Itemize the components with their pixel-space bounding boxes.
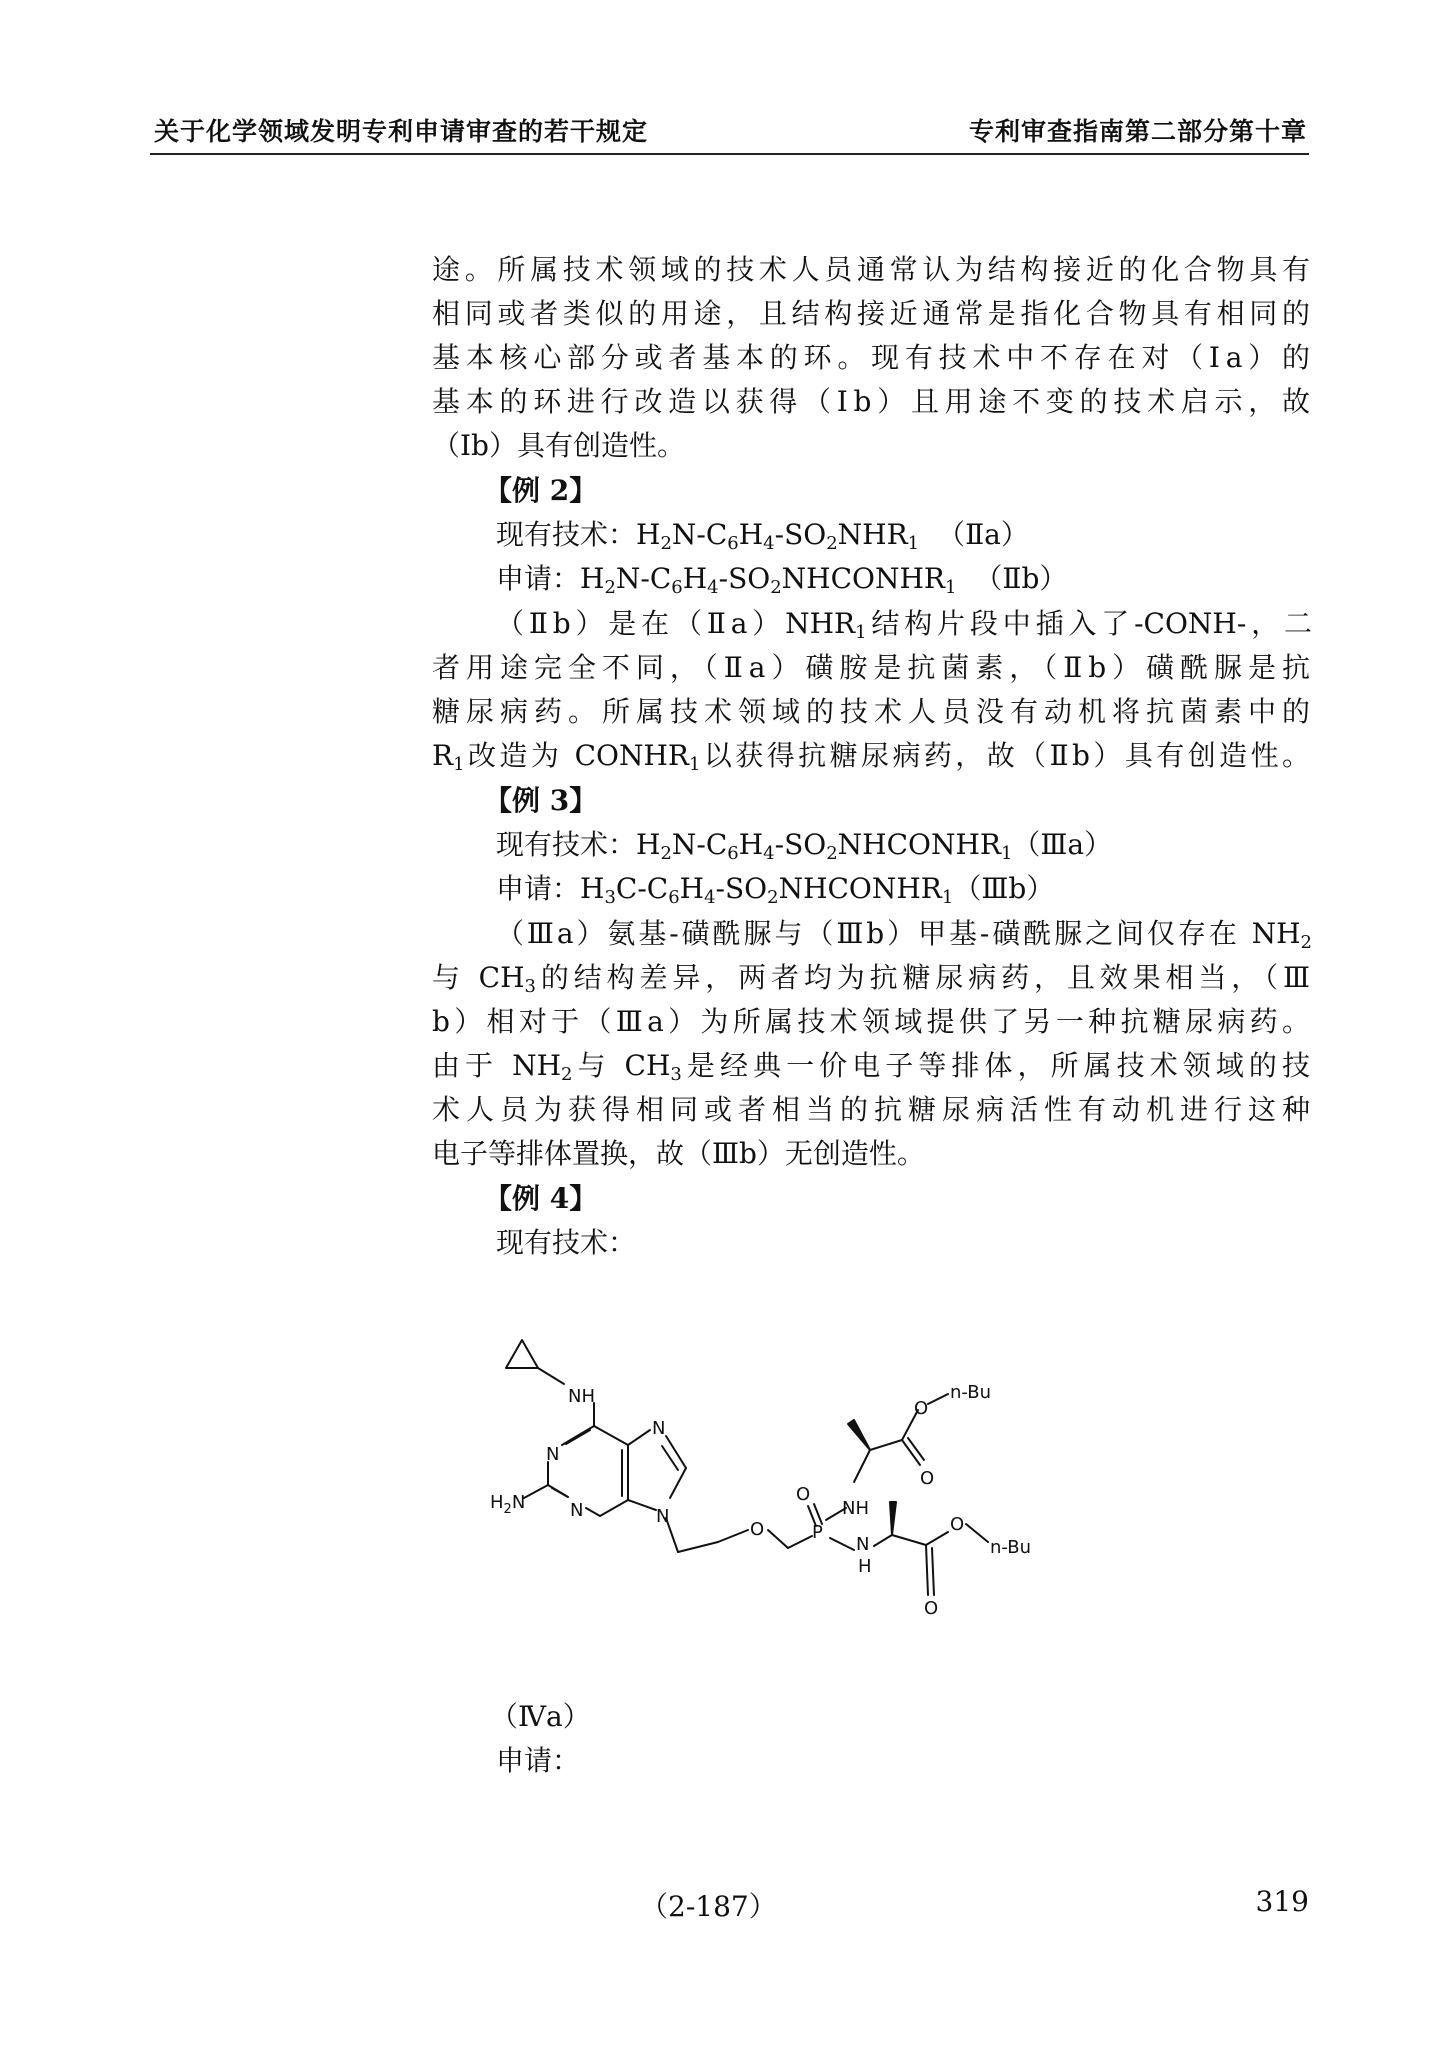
purine-n1-label: N	[546, 1444, 560, 1465]
application-label: 申请：	[496, 872, 581, 905]
upper-nh-label: NH	[842, 1498, 869, 1519]
carbonyl-o-label-upper: O	[920, 1468, 935, 1489]
text-segment: b）相对于（Ⅲa）为所属技术领域提供了另一种抗糖尿病药。	[432, 1005, 1310, 1038]
text-segment: R	[432, 739, 454, 772]
formula-subscript: 1	[1000, 843, 1013, 864]
text-segment: 者用途完全不同，（Ⅱa）磺胺是抗菌素，（Ⅱb）磺酰脲是抗	[432, 651, 1310, 684]
text-segment: 结构片段中插入了-CONH-，二	[866, 607, 1312, 640]
prior-art-formula	[636, 828, 1013, 864]
formula-segment: H	[580, 872, 605, 905]
formula-subscript: 6	[727, 533, 739, 554]
text-subscript: 3	[670, 1064, 682, 1085]
formula-segment: H	[738, 828, 764, 861]
text-segment: （Ⅲa）氨基-磺酰脲与（Ⅲb）甲基-磺酰脲之间仅存在 NH	[496, 917, 1301, 950]
text-segment: 与 CH	[432, 961, 525, 994]
text-subscript: 1	[855, 622, 867, 643]
formula-subscript: 2	[826, 843, 838, 864]
example-2-prior-art	[496, 518, 1029, 552]
text-segment: （Ⅱb）是在（Ⅱa）NHR	[496, 607, 856, 640]
application-formula	[580, 562, 957, 598]
compound-tag: （Ⅲa）	[1012, 828, 1113, 861]
para1-line-2: 相同或者类似的用途，且结构接近通常是指化合物具有相同的	[432, 297, 1310, 330]
header-left-title: 关于化学领域发明专利申请审查的若干规定	[154, 117, 649, 146]
prior-art-label: 现有技术：	[496, 518, 637, 551]
formula-subscript: 2	[826, 533, 838, 554]
ester-o-label-lower: O	[950, 1514, 965, 1535]
text-segment: 以获得抗糖尿病药，故（Ⅱb）具有创造性。	[700, 739, 1310, 772]
formula-subscript: 4	[763, 843, 775, 864]
example-2-heading: 【例 2】	[484, 474, 598, 507]
formula-segment: H	[679, 872, 705, 905]
phosphorus-p-label: P	[812, 1522, 823, 1543]
header-right-title: 专利审查指南第二部分第十章	[968, 117, 1307, 146]
example-4-heading: 【例 4】	[484, 1182, 598, 1215]
prior-art-formula	[636, 518, 920, 554]
formula-segment: N-C	[615, 562, 672, 595]
bond	[538, 1368, 564, 1384]
formula-segment: H	[636, 518, 661, 551]
ester-o-label-upper: O	[914, 1398, 929, 1419]
amine-nh-label: NH	[568, 1386, 595, 1407]
n-butyl-label-upper: n-Bu	[950, 1382, 992, 1403]
text-subscript: 3	[524, 976, 536, 997]
formula-subscript: 6	[727, 843, 739, 864]
text-segment: 糖尿病药。所属技术领域的技术人员没有动机将抗菌素中的	[432, 695, 1310, 728]
compound-tag: （Ⅲb）	[953, 872, 1055, 905]
n-butyl-label-lower: n-Bu	[990, 1537, 1032, 1558]
compound-tag: （Ⅱa）	[937, 518, 1029, 551]
text-segment: 的结构差异，两者均为抗糖尿病药，且效果相当，（Ⅲ	[535, 961, 1310, 994]
lower-n-label: N	[856, 1534, 870, 1555]
formula-subscript: 2	[604, 577, 616, 598]
formula-subscript: 1	[941, 887, 954, 908]
para1-line-4: 基本的环进行改造以获得（Ⅰb）且用途不变的技术启示，故	[432, 385, 1310, 418]
example-3-para-line-2	[432, 961, 1310, 995]
cyclopropyl-ring	[506, 1340, 538, 1368]
example-3-para-line-1	[496, 917, 1312, 951]
text-segment: 与 CH	[572, 1049, 671, 1082]
text-segment: 是经典一价电子等排体，所属技术领域的技	[681, 1049, 1310, 1082]
purine-n7-label: N	[652, 1418, 666, 1439]
para1-line-1: 途。所属技术领域的技术人员通常认为结构接近的化合物具有	[432, 253, 1310, 286]
example-3-application	[496, 872, 1054, 906]
compound-tag: （Ⅱb）	[974, 562, 1068, 595]
text-subscript: 1	[453, 754, 465, 775]
formula-segment: H	[738, 518, 764, 551]
application-label: 申请：	[496, 562, 581, 595]
example-2-para-line-4	[432, 739, 1310, 773]
example-2-application	[496, 562, 1067, 596]
formula-subscript: 1	[944, 577, 957, 598]
formula-subscript: 1	[907, 533, 920, 554]
example-3-para-line-3	[432, 1005, 1310, 1039]
compound-iva-tag: （Ⅳa）	[490, 1700, 591, 1733]
prior-art-label: 现有技术：	[496, 828, 637, 861]
formula-subscript: 6	[668, 887, 680, 908]
formula-segment: NHCONHR	[837, 828, 1001, 861]
phosphoryl-o-label: O	[796, 1484, 811, 1505]
purine-n9-label: N	[656, 1506, 670, 1527]
formula-subscript: 3	[604, 887, 616, 908]
example-4-application-label: 申请：	[496, 1744, 581, 1777]
text-subscript: 1	[688, 754, 701, 775]
para1-line-3: 基本核心部分或者基本的环。现有技术中不存在对（Ⅰa）的	[432, 341, 1310, 374]
formula-subscript: 2	[767, 887, 779, 908]
lower-h-label: H	[858, 1556, 872, 1577]
formula-segment: N-C	[671, 518, 728, 551]
example-3-para-line-6	[432, 1137, 925, 1171]
footer-section-code: （2-187）	[640, 1890, 777, 1923]
example-2-para-line-3	[432, 695, 1310, 729]
text-segment: 电子等排体置换，故（Ⅲb）无创造性。	[432, 1137, 925, 1170]
carbonyl-o-label-lower: O	[924, 1598, 939, 1619]
formula-segment: NHR	[837, 518, 908, 551]
formula-segment: -SO	[774, 518, 827, 551]
formula-subscript: 2	[770, 577, 782, 598]
example-3-prior-art	[496, 828, 1112, 862]
chemical-structure-iva	[490, 1310, 1170, 1670]
amino-h2n-label: $H_2N$	[490, 1492, 526, 1517]
text-segment: 由于 NH	[432, 1049, 561, 1082]
formula-subscript: 4	[704, 887, 716, 908]
formula-subscript: 6	[671, 577, 683, 598]
formula-segment: H	[580, 562, 605, 595]
text-subscript: 2	[561, 1064, 573, 1085]
formula-subscript: 4	[763, 533, 775, 554]
formula-segment: H	[682, 562, 708, 595]
formula-segment: NHCONHR	[778, 872, 942, 905]
example-3-para-line-5	[432, 1093, 1310, 1127]
formula-segment: N-C	[671, 828, 728, 861]
purine-n3-label: N	[570, 1500, 584, 1521]
page-number: 319	[1255, 1885, 1309, 1918]
text-subscript: 2	[1300, 932, 1312, 953]
example-3-para-line-4	[432, 1049, 1310, 1083]
formula-segment: C-C	[615, 872, 669, 905]
formula-segment: -SO	[715, 872, 768, 905]
formula-segment: -SO	[774, 828, 827, 861]
para1-line-5: （Ⅰb）具有创造性。	[432, 429, 685, 462]
formula-segment: -SO	[718, 562, 771, 595]
example-3-heading: 【例 3】	[484, 784, 598, 817]
example-2-para-line-2	[432, 651, 1310, 685]
example-2-para-line-1	[496, 607, 1312, 641]
ether-o-label: O	[750, 1519, 765, 1540]
formula-subscript: 2	[660, 843, 672, 864]
formula-subscript: 2	[660, 533, 672, 554]
formula-segment: NHCONHR	[781, 562, 945, 595]
formula-segment: H	[636, 828, 661, 861]
example-4-prior-art-label: 现有技术：	[496, 1226, 637, 1259]
header-rule	[150, 153, 1309, 155]
text-segment: 改造为 CONHR	[464, 739, 689, 772]
text-segment: 术人员为获得相同或者相当的抗糖尿病活性有动机进行这种	[432, 1093, 1310, 1126]
application-formula	[580, 872, 954, 908]
formula-subscript: 4	[707, 577, 719, 598]
